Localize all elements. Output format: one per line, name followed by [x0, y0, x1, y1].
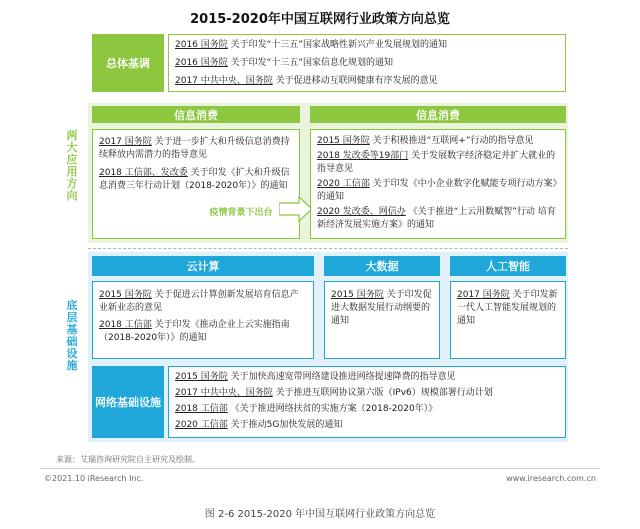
- ai-box: [450, 281, 566, 359]
- ai-item-1: 2017 国务院 关于印发新一代人工智能发展规划的通知: [457, 290, 558, 326]
- info-right-box: [310, 129, 566, 239]
- network-label: 网络基础设施: [92, 366, 164, 438]
- info-right-item-2: 2018 发改委等19部门 关于发展数字经济稳定并扩大就业的指导意见: [317, 151, 556, 174]
- cloud-item-2: 2018 工信部 关于印发《推动企业上云实施指南（2018-2020年）》的通知: [99, 320, 290, 343]
- copyright: ©2021.10 iResearch Inc.: [44, 474, 144, 483]
- section-divider: [88, 248, 568, 249]
- overall-item-1: 2016 国务院 关于印发“十三五”国家战略性新兴产业发展规划的通知: [175, 40, 447, 50]
- cloud-item-1: 2015 国务院 关于促进云计算创新发展培育信息产业新业态的意见: [99, 290, 299, 313]
- info-right-label: 信息消费: [310, 106, 566, 123]
- network-item-3: 2018 工信部 《关于推进网络扶贫的实施方案（2018-2020年）》: [175, 404, 438, 414]
- network-item-4: 2020 工信部 关于推动5G加快发展的通知: [175, 420, 343, 430]
- two-directions-label: 两大应用方向: [66, 129, 78, 202]
- ai-label: 人工智能: [450, 256, 566, 276]
- overall-item-3: 2017 中共中央、国务院 关于促进移动互联网健康有序发展的意见: [175, 76, 438, 86]
- overall-label: 总体基调: [92, 34, 164, 92]
- cloud-label: 云计算: [92, 256, 314, 276]
- info-left-item-2: 2018 工信部、发改委 关于印发《扩大和升级信息消费三年行动计划（2018-2020年）》的通知: [99, 168, 290, 191]
- cloud-box: [92, 281, 314, 359]
- figure-caption: 图 2-6 2015-2020 年中国互联网行业政策方向总览: [204, 509, 436, 520]
- source-note: 来源：艾瑞咨询研究院自主研究及绘制。: [56, 455, 200, 464]
- base-label: 底层基础设施: [66, 299, 78, 372]
- network-item-2: 2017 中共中央、国务院 关于推进互联网协议第六版（IPv6）规模部署行动计划: [175, 388, 493, 398]
- network-box: [168, 366, 566, 438]
- network-item-1: 2015 国务院 关于加快高速宽带网络建设推进网络提速降费的指导意见: [175, 372, 456, 382]
- arrow-label: 疫情背景下出台: [209, 208, 273, 218]
- diagram-title: 2015-2020年中国互联网行业政策方向总览: [190, 12, 450, 27]
- info-right-item-3: 2020 工信部 关于印发《中小企业数字化赋能专项行动方案》的通知: [317, 179, 558, 202]
- bigdata-item-1: 2015 国务院 关于印发促进大数据发展行动纲要的通知: [331, 290, 432, 326]
- info-left-item-1: 2017 国务院 关于进一步扩大和升级信息消费持续释放内需潜力的指导意见: [99, 137, 290, 160]
- website: www.iresearch.com.cn: [506, 474, 596, 483]
- info-right-item-1: 2015 国务院 关于积极推进“互联网+”行动的指导意见: [317, 136, 534, 146]
- info-left-box: [92, 129, 300, 239]
- overall-item-2: 2016 国务院 关于印发“十三五”国家信息化规划的通知: [175, 58, 393, 68]
- info-left-label: 信息消费: [92, 106, 300, 123]
- footer-divider: [40, 468, 600, 469]
- info-right-item-4: 2020 发改委、网信办 《关于推进“上云用数赋智”行动 培育新经济发展实施方案》的通知: [317, 207, 556, 230]
- bigdata-box: [324, 281, 440, 359]
- bigdata-label: 大数据: [324, 256, 440, 276]
- overall-box: [168, 34, 566, 92]
